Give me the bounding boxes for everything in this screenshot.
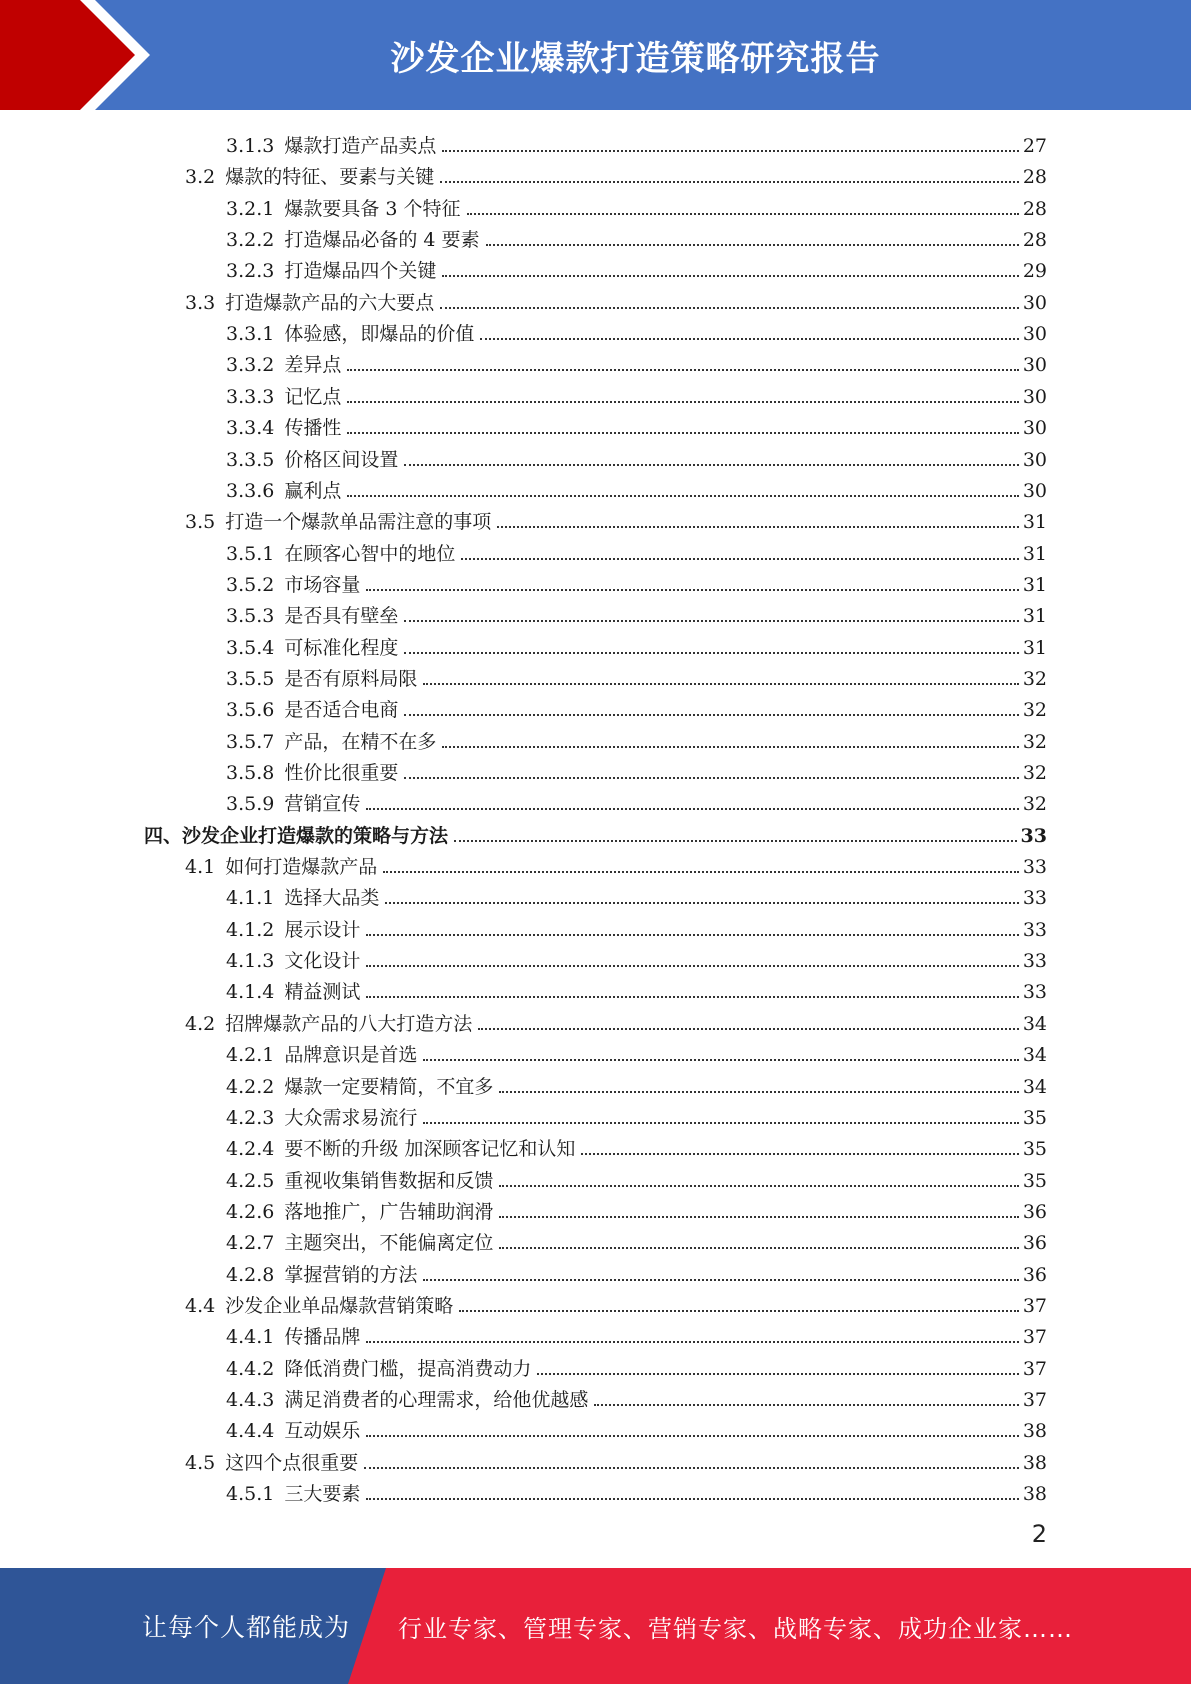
toc-dot-leader <box>366 1340 1018 1343</box>
toc-entry-title: 传播性 <box>284 417 342 440</box>
toc-entry-title: 精益测试 <box>284 981 361 1004</box>
toc-entry-page: 36 <box>1022 1232 1047 1255</box>
toc-dot-leader <box>347 400 1018 403</box>
toc-entry-page: 33 <box>1022 918 1047 941</box>
toc-entry-number: 3.5.8 <box>226 762 275 784</box>
toc-entry-number: 3.2.3 <box>226 260 275 283</box>
toc-entry-page: 30 <box>1022 479 1047 502</box>
toc-entry-title: 这四个点很重要 <box>225 1451 359 1474</box>
toc-dot-leader <box>499 1215 1018 1218</box>
toc-entry-page: 33 <box>1022 887 1047 910</box>
toc-entry[interactable] <box>185 1287 1047 1318</box>
toc-entry-page: 30 <box>1022 354 1047 377</box>
toc-entry-page: 34 <box>1022 1044 1047 1067</box>
toc-entry-number: 4.4.3 <box>226 1389 275 1411</box>
toc-entry-number: 4.1.4 <box>226 981 275 1004</box>
toc-entry-page: 30 <box>1022 417 1047 440</box>
toc-entry-title: 三大要素 <box>284 1483 361 1506</box>
toc-entry-page: 30 <box>1022 385 1047 408</box>
toc-entry-page: 32 <box>1022 762 1047 784</box>
toc-entry-title: 赢利点 <box>284 479 342 502</box>
toc-entry-page: 32 <box>1022 793 1047 816</box>
toc-entry-number: 3.3.1 <box>226 323 275 346</box>
toc-entry-number: 4.1.1 <box>226 887 275 910</box>
toc-entry-number: 3.2 <box>185 166 216 189</box>
toc-entry[interactable] <box>226 1475 1047 1506</box>
toc-dot-leader <box>442 274 1018 277</box>
toc-dot-leader <box>366 995 1018 998</box>
toc-entry[interactable] <box>226 315 1047 346</box>
toc-entry-title: 四、沙发企业打造爆款的策略与方法 <box>144 824 449 847</box>
toc-dot-leader <box>459 1309 1019 1312</box>
toc-entry-number: 4.2.1 <box>226 1044 275 1067</box>
toc-dot-leader <box>364 1466 1019 1469</box>
toc-entry-title: 爆款一定要精简，不宜多 <box>284 1075 494 1098</box>
toc-entry-title: 爆款打造产品卖点 <box>284 135 437 157</box>
toc-entry[interactable] <box>185 1444 1047 1475</box>
toc-dot-leader <box>440 180 1019 183</box>
toc-entry-number: 4.2.4 <box>226 1138 275 1161</box>
toc-entry-number: 4.4.1 <box>226 1326 275 1349</box>
toc-entry-page: 30 <box>1022 323 1047 346</box>
toc-entry-title: 主题突出，不能偏离定位 <box>284 1232 494 1255</box>
toc-entry[interactable] <box>226 942 1047 973</box>
toc-dot-leader <box>366 1434 1018 1437</box>
toc-entry[interactable] <box>226 1224 1047 1255</box>
page-number: 2 <box>1031 1520 1047 1548</box>
toc-entry-number: 4.5 <box>185 1451 216 1474</box>
toc-entry-title: 降低消费门槛，提高消费动力 <box>284 1357 532 1380</box>
toc-entry[interactable] <box>226 1068 1047 1099</box>
toc-entry-page: 35 <box>1022 1138 1047 1161</box>
toc-entry-number: 4.2.5 <box>226 1169 275 1192</box>
toc-entry-page: 28 <box>1022 166 1047 189</box>
toc-dot-leader <box>404 713 1018 716</box>
toc-entry-number: 4.2.6 <box>226 1200 275 1223</box>
toc-entry-page: 36 <box>1022 1263 1047 1286</box>
toc-entry-title: 要不断的升级 加深顾客记忆和认知 <box>284 1138 576 1161</box>
toc-dot-leader <box>385 901 1018 904</box>
toc-entry-title: 打造一个爆款单品需注意的事项 <box>225 511 492 534</box>
toc-entry[interactable] <box>226 1412 1047 1443</box>
toc-entry-title: 爆款要具备 3 个特征 <box>284 197 461 220</box>
toc-dot-leader <box>454 839 1017 842</box>
toc-entry-number: 3.1.3 <box>226 135 275 157</box>
toc-entry-page: 33 <box>1022 856 1047 879</box>
toc-entry[interactable] <box>226 629 1047 660</box>
toc-entry[interactable] <box>185 503 1047 534</box>
toc-entry-page: 27 <box>1022 135 1047 157</box>
toc-entry[interactable] <box>226 1130 1047 1161</box>
toc-entry-number: 3.2.1 <box>226 197 275 220</box>
toc-entry-title: 文化设计 <box>284 950 361 973</box>
toc-entry-title: 市场容量 <box>284 573 361 596</box>
toc-entry-page: 37 <box>1022 1294 1047 1317</box>
toc-entry-number: 4.2.7 <box>226 1232 275 1255</box>
toc-entry-page: 31 <box>1022 573 1047 596</box>
toc-entry-number: 3.3.4 <box>226 417 275 440</box>
toc-entry-title: 产品，在精不在多 <box>284 730 437 753</box>
toc-entry-page: 32 <box>1022 667 1047 690</box>
toc-entry-title: 沙发企业单品爆款营销策略 <box>225 1294 454 1317</box>
toc-entry-title: 选择大品类 <box>284 887 380 910</box>
toc-dot-leader <box>347 368 1018 371</box>
toc-entry-number: 3.3 <box>185 291 216 314</box>
toc-entry-number: 4.4.2 <box>226 1357 275 1380</box>
toc-entry-number: 4.2.8 <box>226 1263 275 1286</box>
toc-entry[interactable] <box>226 1193 1047 1224</box>
page-footer <box>0 1568 1191 1684</box>
toc-entry-title: 落地推广，广告辅助润滑 <box>284 1200 494 1223</box>
toc-entry-title: 记忆点 <box>284 385 342 408</box>
toc-entry[interactable] <box>226 1381 1047 1412</box>
toc-entry[interactable] <box>226 1036 1047 1067</box>
toc-entry-title: 是否适合电商 <box>284 699 399 722</box>
toc-entry[interactable] <box>226 911 1047 942</box>
toc-entry-title: 展示设计 <box>284 918 361 941</box>
toc-entry[interactable] <box>144 817 1047 848</box>
toc-entry-title: 互动娱乐 <box>284 1420 361 1443</box>
toc-entry-number: 3.3.5 <box>226 448 275 471</box>
toc-entry-number: 4.5.1 <box>226 1483 275 1506</box>
toc-dot-leader <box>537 1372 1018 1375</box>
toc-dot-leader <box>442 745 1018 748</box>
toc-entry-number: 4.1 <box>185 856 216 879</box>
toc-entry-page: 32 <box>1022 699 1047 722</box>
toc-entry[interactable] <box>226 221 1047 252</box>
toc-entry[interactable] <box>226 190 1047 221</box>
toc-entry[interactable] <box>226 252 1047 283</box>
toc-entry[interactable] <box>226 535 1047 566</box>
toc-dot-leader <box>347 431 1018 434</box>
toc-entry-number: 4.2 <box>185 1012 216 1035</box>
toc-entry-page: 32 <box>1022 730 1047 753</box>
toc-entry-number: 3.2.2 <box>226 229 275 252</box>
toc-entry[interactable] <box>226 660 1047 691</box>
toc-entry[interactable] <box>185 284 1047 315</box>
toc-entry[interactable] <box>226 441 1047 472</box>
toc-entry-title: 重视收集销售数据和反馈 <box>284 1169 494 1192</box>
toc-entry-number: 3.3.2 <box>226 354 275 377</box>
toc-dot-leader <box>366 964 1018 967</box>
toc-entry[interactable] <box>226 127 1047 158</box>
toc-entry-title: 在顾客心智中的地位 <box>284 542 456 565</box>
toc-entry-number: 3.5.3 <box>226 605 275 628</box>
toc-entry-page: 35 <box>1022 1106 1047 1129</box>
toc-dot-leader <box>404 619 1018 622</box>
toc-entry[interactable] <box>226 1099 1047 1130</box>
toc-entry-title: 招牌爆款产品的八大打造方法 <box>225 1012 473 1035</box>
toc-entry-title: 满足消费者的心理需求，给他优越感 <box>284 1389 589 1411</box>
toc-entry[interactable] <box>226 973 1047 1004</box>
toc-dot-leader <box>442 149 1018 152</box>
toc-entry[interactable] <box>226 723 1047 754</box>
toc-entry[interactable] <box>226 566 1047 597</box>
toc-entry-number: 3.3.6 <box>226 479 275 502</box>
toc-entry-page: 33 <box>1022 950 1047 973</box>
toc-dot-leader <box>423 682 1018 685</box>
toc-entry-page: 34 <box>1022 1075 1047 1098</box>
toc-entry-page: 38 <box>1022 1483 1047 1506</box>
toc-dot-leader <box>366 588 1018 591</box>
toc-dot-leader <box>594 1403 1018 1406</box>
toc-dot-leader <box>478 1027 1019 1030</box>
toc-entry[interactable] <box>185 1005 1047 1036</box>
toc-entry-page: 31 <box>1022 605 1047 628</box>
toc-entry-title: 价格区间设置 <box>284 448 399 471</box>
toc-entry[interactable] <box>185 158 1047 189</box>
toc-entry-page: 31 <box>1022 542 1047 565</box>
toc-dot-leader <box>581 1152 1018 1155</box>
toc-entry-page: 37 <box>1022 1389 1047 1411</box>
toc-dot-leader <box>499 1246 1018 1249</box>
toc-dot-leader <box>366 807 1018 810</box>
toc-dot-leader <box>497 525 1019 528</box>
toc-dot-leader <box>499 1090 1018 1093</box>
toc-entry-number: 3.3.3 <box>226 385 275 408</box>
toc-entry-title: 差异点 <box>284 354 342 377</box>
toc-entry-number: 3.5.1 <box>226 542 275 565</box>
toc-entry-number: 4.2.3 <box>226 1106 275 1129</box>
toc-dot-leader <box>440 306 1019 309</box>
toc-entry-title: 爆款的特征、要素与关键 <box>225 166 435 189</box>
toc-entry-title: 营销宣传 <box>284 793 361 816</box>
toc-entry-title: 大众需求易流行 <box>284 1106 418 1129</box>
toc-entry-page: 35 <box>1022 1169 1047 1192</box>
toc-dot-leader <box>423 1121 1018 1124</box>
toc-entry[interactable] <box>226 409 1047 440</box>
toc-entry-number: 4.4.4 <box>226 1420 275 1443</box>
footer-roles: 行业专家、管理专家、营销专家、战略专家、成功企业家…… <box>398 1614 1073 1643</box>
toc-dot-leader <box>461 557 1018 560</box>
toc-entry[interactable] <box>226 472 1047 503</box>
toc-entry-number: 3.5.5 <box>226 667 275 690</box>
toc-entry-page: 36 <box>1022 1200 1047 1223</box>
toc-entry-page: 37 <box>1022 1326 1047 1349</box>
toc-entry-title: 是否具有壁垒 <box>284 605 399 628</box>
toc-entry[interactable] <box>226 597 1047 628</box>
toc-entry-number: 3.5.4 <box>226 636 275 659</box>
toc-entry-page: 28 <box>1022 229 1047 252</box>
toc-entry-page: 30 <box>1022 291 1047 314</box>
toc-dot-leader <box>404 463 1018 466</box>
toc-entry-title: 如何打造爆款产品 <box>225 856 378 879</box>
toc-dot-leader <box>467 212 1019 215</box>
toc-entry-number: 4.1.2 <box>226 918 275 941</box>
toc-entry-page: 31 <box>1022 636 1047 659</box>
toc-entry-page: 38 <box>1022 1420 1047 1443</box>
toc-entry-page: 34 <box>1022 1012 1047 1035</box>
toc-entry-number: 4.4 <box>185 1294 216 1317</box>
toc-entry[interactable] <box>226 754 1047 785</box>
toc-dot-leader <box>423 1278 1018 1281</box>
toc-entry[interactable] <box>226 1318 1047 1349</box>
toc-entry[interactable] <box>226 691 1047 722</box>
toc-entry[interactable] <box>226 1350 1047 1381</box>
toc-dot-leader <box>404 651 1018 654</box>
toc-entry-title: 体验感，即爆品的价值 <box>284 323 475 346</box>
footer-slogan: 让每个人都能成为 <box>142 1613 351 1642</box>
toc-entry-page: 33 <box>1022 981 1047 1004</box>
toc-entry-number: 3.5.7 <box>226 730 275 753</box>
toc-dot-leader <box>383 870 1019 873</box>
toc-dot-leader <box>347 494 1018 497</box>
toc-entry-page: 31 <box>1022 511 1047 534</box>
toc-entry-number: 3.5 <box>185 511 216 534</box>
toc-entry-title: 打造爆品四个关键 <box>284 260 437 283</box>
toc-entry-number: 3.5.6 <box>226 699 275 722</box>
toc-entry-title: 性价比很重要 <box>284 762 399 784</box>
toc-dot-leader <box>499 1184 1018 1187</box>
toc-entry[interactable] <box>226 785 1047 816</box>
toc-entry-page: 30 <box>1022 448 1047 471</box>
toc-entry-title: 打造爆款产品的六大要点 <box>225 291 435 314</box>
toc-entry-title: 打造爆品必备的 4 要素 <box>284 229 480 252</box>
toc-entry-page: 28 <box>1022 197 1047 220</box>
toc-entry[interactable] <box>226 378 1047 409</box>
toc-entry-page: 33 <box>1020 824 1047 847</box>
toc-entry-page: 38 <box>1022 1451 1047 1474</box>
toc-entry[interactable] <box>226 346 1047 377</box>
toc-dot-leader <box>423 1058 1018 1061</box>
toc-dot-leader <box>480 337 1018 340</box>
report-title: 沙发企业爆款打造策略研究报告 <box>390 38 881 79</box>
toc-dot-leader <box>486 243 1019 246</box>
toc-entry-title: 是否有原料局限 <box>284 667 418 690</box>
page-header <box>0 0 1191 110</box>
toc-entry-number: 3.5.2 <box>226 573 275 596</box>
toc-dot-leader <box>366 1497 1018 1500</box>
toc-entry-number: 4.2.2 <box>226 1075 275 1098</box>
toc-dot-leader <box>404 776 1018 779</box>
toc-entry-title: 可标准化程度 <box>284 636 399 659</box>
toc-entry[interactable] <box>226 1256 1047 1287</box>
toc-entry-page: 37 <box>1022 1357 1047 1380</box>
toc-entry[interactable] <box>185 848 1047 879</box>
toc-entry-number: 4.1.3 <box>226 950 275 973</box>
toc-entry[interactable] <box>226 879 1047 910</box>
toc-entry-title: 掌握营销的方法 <box>284 1263 418 1286</box>
toc-entry-page: 29 <box>1022 260 1047 283</box>
toc-entry-title: 品牌意识是首选 <box>284 1044 418 1067</box>
toc-entry[interactable] <box>226 1162 1047 1193</box>
toc-dot-leader <box>366 933 1018 936</box>
toc-entry-number: 3.5.9 <box>226 793 275 816</box>
toc-entry-title: 传播品牌 <box>284 1326 361 1349</box>
